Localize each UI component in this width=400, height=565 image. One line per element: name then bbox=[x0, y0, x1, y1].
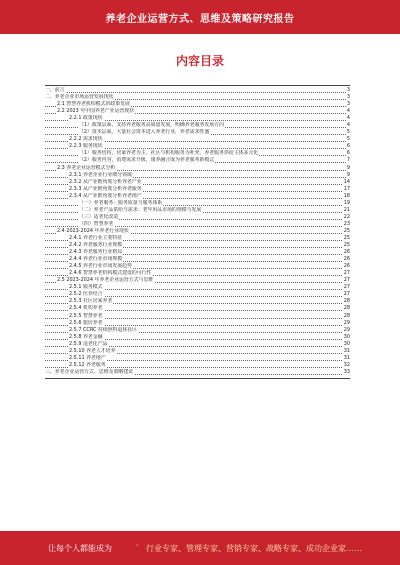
toc-entry-page: 25 bbox=[343, 234, 350, 241]
toc-entry[interactable] bbox=[45, 369, 350, 376]
toc-entry-title: 2.3 养老企业运营模式分析 bbox=[57, 164, 116, 171]
toc-bottom-rule bbox=[45, 378, 350, 379]
toc-entry-title: 2.5.4 机构养老 bbox=[69, 305, 103, 312]
toc-entry-title: （2）资本层面，大量社会资本进入养老行业，养老需求旺盛 bbox=[79, 129, 210, 136]
header-banner bbox=[0, 0, 400, 34]
toc-entry-page: 19 bbox=[343, 199, 350, 206]
toc-entry-page: 5 bbox=[346, 129, 350, 136]
toc-entry-title: 2.4.2 养老服务行业规模 bbox=[69, 242, 123, 249]
toc-entry-page: 30 bbox=[343, 340, 350, 347]
toc-entry-title: （1）服务结构，居家养老为主，社区与机构服务为补充，养老服务供给主体多元化 bbox=[79, 150, 259, 157]
toc-entry-title: 二、养老企业市场运营发展现状 bbox=[45, 94, 114, 101]
toc-entry-title: 2.1 智慧养老机构模式的政策发展 bbox=[57, 101, 130, 108]
toc-entry-title: （四）智慧养老 bbox=[79, 220, 114, 227]
toc-entry-title: 一、前言 bbox=[45, 87, 65, 93]
toc-entry-title: 2.5.5 智慧养老 bbox=[69, 312, 103, 319]
toc-entry-page: 6 bbox=[346, 143, 350, 150]
toc-entry-title: 2.5.1 服务模式 bbox=[69, 284, 103, 291]
toc-entry-title: 2.3.3 从产业链角度分析养老服务 bbox=[69, 185, 142, 192]
toc-entry-page: 6 bbox=[346, 150, 350, 157]
toc-leader-dots bbox=[45, 86, 346, 93]
toc-entry-page: 26 bbox=[343, 249, 350, 256]
toc-entry-title: 2.2.1 政策现状 bbox=[69, 115, 103, 122]
toc-entry-page: 28 bbox=[343, 312, 350, 319]
toc-entry-title: 2.4.3 养老服务行业格局 bbox=[69, 249, 123, 256]
toc-entry-page: 14 bbox=[343, 178, 350, 185]
toc-entry-page: 23 bbox=[343, 220, 350, 227]
toc-entry-title: 三、养老企业运营方式、思维及策略建议 bbox=[45, 368, 134, 375]
toc-entry-title: 2.2.2 需求现状 bbox=[69, 136, 103, 143]
toc-entry-page: 9 bbox=[346, 164, 350, 171]
toc-entry-title: 2.2 2023 年中国养老产业运营现状 bbox=[57, 108, 135, 115]
footer-banner bbox=[0, 531, 400, 565]
toc-entry-title: 2.3.2 从产业链角度分析养老产业 bbox=[69, 178, 142, 185]
toc-entry-page: 3 bbox=[346, 101, 350, 108]
toc-entry-page: 29 bbox=[343, 319, 350, 326]
toc-entry-page: 27 bbox=[343, 284, 350, 291]
toc-entry-page: 7 bbox=[346, 157, 350, 164]
toc-entry-page: 27 bbox=[343, 277, 350, 284]
toc-entry-page: 30 bbox=[343, 333, 350, 340]
toc-entry-title: （1）政策层面，支持养老服务高质量发展，明确养老服务发展方向 bbox=[79, 122, 224, 129]
toc-entry-title: 2.4.1 养老行业主要特征 bbox=[69, 234, 123, 241]
toc-heading: 内容目录 bbox=[175, 54, 224, 68]
toc-entry-title: 2.5.10 养老人才培养 bbox=[69, 347, 116, 354]
toc-entry-title: 2.4.4 养老行业市场规模 bbox=[69, 256, 123, 263]
toc-entry-title: 2.5 2023-2024 年养老企业运营方式与思维 bbox=[57, 277, 154, 284]
toc-entry-page: 26 bbox=[343, 263, 350, 270]
toc-entry-page: 25 bbox=[343, 227, 350, 234]
toc-entry-page: 21 bbox=[343, 206, 350, 213]
toc-entry-page: 27 bbox=[343, 291, 350, 298]
report-title: 养老企业运营方式、思维及策略研究报告 bbox=[105, 14, 295, 25]
toc-entry-title: 2.5.6 旅居养老 bbox=[69, 319, 103, 326]
toc-entry-page: 31 bbox=[343, 347, 350, 354]
toc-entry-title: 2.5.9 适老化产品 bbox=[69, 340, 108, 347]
toc-entry-page: 17 bbox=[343, 185, 350, 192]
toc-entry-page: 31 bbox=[343, 354, 350, 361]
toc-entry-title: 2.5.11 养老地产 bbox=[69, 354, 106, 361]
toc-entry-page: 18 bbox=[343, 192, 350, 199]
toc-entry-title: 2.5.7 CCRC 持续照料退休社区 bbox=[69, 326, 138, 333]
toc-entry-page: 4 bbox=[346, 108, 350, 115]
toc-entry-title: 2.3.4 从产业链角度分析养老地产 bbox=[69, 192, 142, 199]
toc-entry-page: 3 bbox=[346, 94, 350, 101]
toc-entry-page: 29 bbox=[343, 326, 350, 333]
toc-entry-page: 28 bbox=[343, 305, 350, 312]
toc-entry-page: 25 bbox=[343, 242, 350, 249]
toc-entry-title: 2.5.3 社区居家养老 bbox=[69, 298, 113, 305]
toc-entry-page: 4 bbox=[346, 115, 350, 122]
toc-entry-title: 2.2.3 服务现状 bbox=[69, 143, 103, 150]
toc-entry-page: 22 bbox=[343, 213, 350, 220]
table-of-contents bbox=[45, 87, 350, 376]
toc-entry-title: 2.5.8 养老金融 bbox=[69, 333, 103, 340]
toc-entry-page: 9 bbox=[346, 171, 350, 178]
toc-entry-page: 27 bbox=[343, 270, 350, 277]
toc-entry-title: （三）适老化改造 bbox=[79, 213, 119, 220]
toc-entry-page: 3 bbox=[346, 87, 350, 93]
toc-entry-title: 2.4.6 智慧养老机构模式建设的可行性 bbox=[69, 270, 152, 277]
toc-entry-page: 5 bbox=[346, 136, 350, 143]
toc-entry-title: （一）养老服务：服务质量与服务体系 bbox=[79, 199, 163, 206]
toc-entry-page: 26 bbox=[343, 256, 350, 263]
toc-entry-title: （二）养老产品供给与需求：老年用品市场的规模与发展 bbox=[79, 206, 202, 213]
toc-entry-page: 32 bbox=[343, 361, 350, 368]
footer-slogan-right: 行业专家、管理专家、营销专家、战略专家、成功企业家…… bbox=[146, 544, 362, 553]
toc-entry-title: 2.4.5 养老行业市场发展趋势 bbox=[69, 263, 132, 270]
toc-entry-page: 4 bbox=[346, 122, 350, 129]
toc-entry-title: 2.5.12 养老服务 bbox=[69, 361, 106, 368]
footer-slogan-left: 让每个人都能成为 bbox=[48, 544, 112, 553]
footer-separator-icon: · bbox=[136, 541, 139, 550]
toc-entry-page: 33 bbox=[343, 368, 350, 375]
toc-entry-title: 2.3.1 养老企业行业细分领域 bbox=[69, 171, 132, 178]
toc-entry-page: 28 bbox=[343, 298, 350, 305]
toc-entry-title: 2.5.2 医养结合 bbox=[69, 291, 103, 298]
toc-entry-title: 2.4 2023-2024 年养老行业现状 bbox=[57, 227, 129, 234]
toc-entry-title: （2）服务内容，消费需求升级，康养融合成为养老服务新模式 bbox=[79, 157, 215, 164]
